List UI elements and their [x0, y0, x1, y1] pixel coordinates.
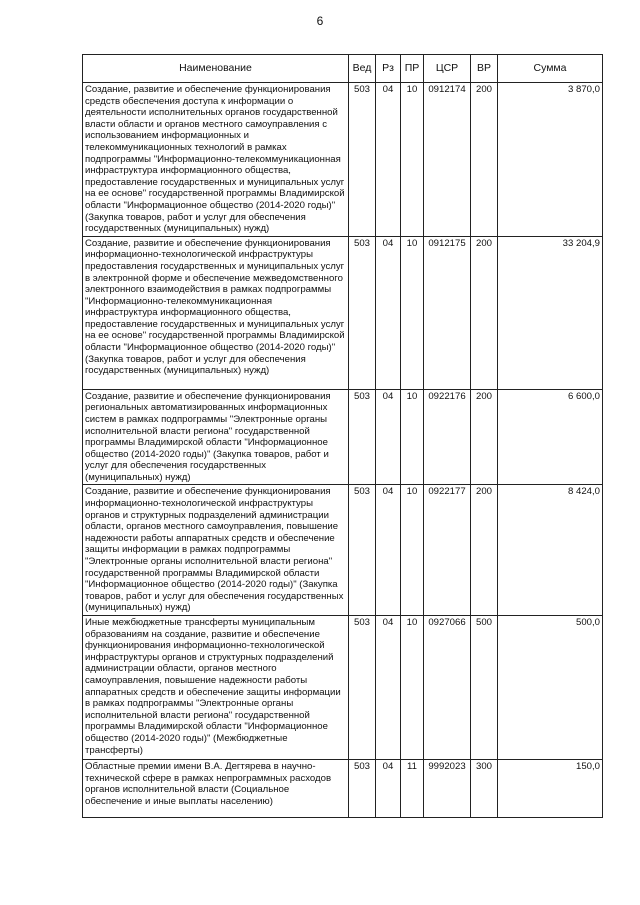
table-row: [83, 485, 603, 616]
row-vr: 300: [471, 760, 498, 818]
table-header-row: [83, 55, 603, 83]
row-name: Иные межбюджетные трансферты муниципальным образованиям на создание, развитие и обеспечение функционирования информационно-технологической инфраструктуры органов и структурных подразделений администрации области, органов местного самоуправления, повышение надежности работы аппаратных средств и обеспечение защиты информации в рамках подпрограммы "Электронные органы исполнительной власти региона" государственной программы Владимирской области "Информационное общество (2014-2020 годы)" (Межбюджетные трансферты): [83, 616, 349, 760]
row-csr: 0922176: [424, 389, 471, 485]
row-csr: 0927066: [424, 616, 471, 760]
row-rz: 04: [376, 760, 401, 818]
row-name: Создание, развитие и обеспечение функционирования средств обеспечения доступа к информации о деятельности исполнительных органов государственной власти области и органов местного самоуправления с использованием информационных и телекоммуникационных технологий в рамках подпрограммы "Информационно-телекоммуникационная инфраструктура информационного общества, предоставление государственных и муниципальных услуг на ее основе" государственной программы Владимирской области "Информационное общество (2014-2020 годы)" (Закупка товаров, работ и услуг для обеспечения государственных (муниципальных) нужд): [83, 83, 349, 237]
row-vr: 500: [471, 616, 498, 760]
row-sum: 500,0: [498, 616, 603, 760]
row-pr: 10: [401, 389, 424, 485]
row-name: Создание, развитие и обеспечение функционирования информационно-технологической инфраструктуры предоставления государственных и муниципальных услуг в электронной форме и обеспечение межведомственного электронного взаимодействия в рамках подпрограммы "Информационно-телекоммуникационная инфраструктура информационного общества, предоставление государственных и муниципальных услуг на ее основе" государственной программы Владимирской области "Информационное общество (2014-2020 годы)" (Закупка товаров, работ и услуг для обеспечения государственных (муниципальных) нужд): [83, 236, 349, 389]
table-row: [83, 760, 603, 818]
page-number: 6: [316, 14, 324, 28]
row-ved: 503: [349, 760, 376, 818]
row-ved: 503: [349, 485, 376, 616]
header-name: Наименование: [83, 55, 349, 83]
row-vr: 200: [471, 83, 498, 237]
row-sum: 33 204,9: [498, 236, 603, 389]
header-vr: ВР: [471, 55, 498, 83]
table-row: [83, 389, 603, 485]
row-sum: 6 600,0: [498, 389, 603, 485]
row-ved: 503: [349, 389, 376, 485]
row-csr: 0922177: [424, 485, 471, 616]
row-csr: 0912175: [424, 236, 471, 389]
row-csr: 9992023: [424, 760, 471, 818]
header-csr: ЦСР: [424, 55, 471, 83]
row-vr: 200: [471, 236, 498, 389]
table-row: [83, 83, 603, 237]
row-pr: 10: [401, 83, 424, 237]
row-pr: 10: [401, 236, 424, 389]
row-name: Создание, развитие и обеспечение функционирования информационно-технологической инфраструктуры органов и структурных подразделений администрации области, органов местного самоуправления, повышение надежности работы аппаратных средств и обеспечение защиты информации в рамках подпрограммы "Электронные органы исполнительной власти региона" государственной программы Владимирской области "Информационное общество (2014-2020 годы)" (Закупка товаров, работ и услуг для обеспечения государственных (муниципальных) нужд): [83, 485, 349, 616]
row-pr: 10: [401, 485, 424, 616]
row-pr: 10: [401, 616, 424, 760]
table-row: [83, 236, 603, 389]
row-vr: 200: [471, 485, 498, 616]
row-ved: 503: [349, 616, 376, 760]
budget-table: [82, 54, 603, 818]
row-pr: 11: [401, 760, 424, 818]
row-ved: 503: [349, 83, 376, 237]
row-rz: 04: [376, 485, 401, 616]
header-pr: ПР: [401, 55, 424, 83]
row-sum: 150,0: [498, 760, 603, 818]
header-ved: Вед: [349, 55, 376, 83]
row-vr: 200: [471, 389, 498, 485]
row-rz: 04: [376, 616, 401, 760]
header-rz: Рз: [376, 55, 401, 83]
row-sum: 3 870,0: [498, 83, 603, 237]
row-rz: 04: [376, 83, 401, 237]
row-csr: 0912174: [424, 83, 471, 237]
header-sum: Сумма: [498, 55, 603, 83]
row-name: Областные премии имени В.А. Дегтярева в научно-технической сфере в рамках непрограммных расходов органов исполнительной власти (Социальное обеспечение и иные выплаты населению): [83, 760, 349, 818]
row-rz: 04: [376, 389, 401, 485]
table-row: [83, 616, 603, 760]
row-sum: 8 424,0: [498, 485, 603, 616]
row-rz: 04: [376, 236, 401, 389]
row-ved: 503: [349, 236, 376, 389]
row-name: Создание, развитие и обеспечение функционирования региональных автоматизированных информационных систем в рамках подпрограммы "Электронные органы исполнительной власти региона" государственной программы Владимирской области "Информационное общество (2014-2020 годы)" (Закупка товаров, работ и услуг для обеспечения государственных (муниципальных) нужд): [83, 389, 349, 485]
